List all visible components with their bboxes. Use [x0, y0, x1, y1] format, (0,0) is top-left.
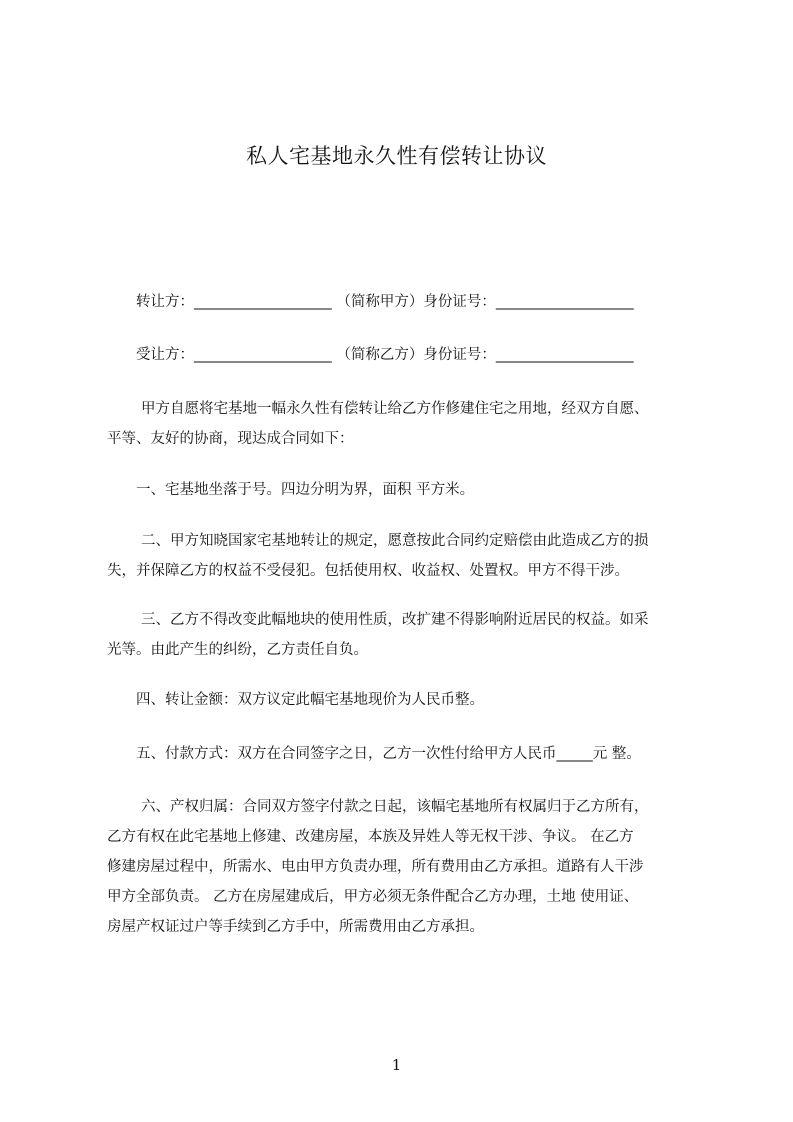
clause-6-line-4: 甲方全部负责。 乙方在房屋建成后，甲方必须无条件配合乙方办理，土地 使用证、	[107, 889, 639, 905]
clause-3-line-1: 三、乙方不得改变此幅地块的使用性质，改扩建不得影响附近居民的权益。如采	[141, 612, 649, 628]
clause-6-line-3: 修建房屋过程中，所需水、电由甲方负责办理，所有费用由乙方承担。道路有人干涉	[107, 859, 644, 875]
transferor-line: 转让方：___________________ （简称甲方）身份证号：___________________	[136, 294, 634, 310]
clause-2-paragraph	[107, 526, 649, 586]
clause-4: 四、转让金额：双方议定此幅宅基地现价为人民币整。	[136, 692, 484, 708]
document-title: 私人宅基地永久性有偿转让协议	[246, 144, 547, 168]
clause-6-paragraph	[107, 792, 649, 942]
clause-6-line-2: 乙方有权在此宅基地上修建、改建房屋，本族及异姓人等无权干涉、争议。 在乙方	[107, 829, 634, 845]
clause-6-line-5: 房屋产权证过户等手续到乙方手中，所需费用由乙方承担。	[107, 919, 484, 935]
transferee-line: 受让方：___________________ （简称乙方）身份证号：___________________	[136, 347, 634, 363]
page-number: 1	[391, 1056, 402, 1074]
clause-2-line-2: 失，并保障乙方的权益不受侵犯。包括使用权、收益权、处置权。甲方不得干涉。	[107, 563, 629, 579]
clause-6-line-1: 六、产权归属：合同双方签字付款之日起，该幅宅基地所有权属归于乙方所有，	[141, 799, 649, 815]
clause-5: 五、付款方式：双方在合同签字之日，乙方一次性付给甲方人民币_____元 整。	[136, 746, 641, 762]
intro-line-1: 甲方自愿将宅基地一幅永久性有偿转让给乙方作修建住宅之用地，经双方自愿、	[141, 401, 649, 417]
clause-3-paragraph	[107, 605, 649, 665]
clause-1: 一、宅基地坐落于号。四边分明为界，面积 平方米。	[136, 482, 475, 498]
intro-paragraph	[107, 394, 649, 454]
intro-line-2: 平等、友好的协商，现达成合同如下：	[107, 431, 354, 447]
clause-2-line-1: 二、甲方知晓国家宅基地转让的规定，愿意按此合同约定赔偿由此造成乙方的损	[141, 533, 649, 549]
clause-3-line-2: 光等。由此产生的纠纷，乙方责任自负。	[107, 642, 368, 658]
